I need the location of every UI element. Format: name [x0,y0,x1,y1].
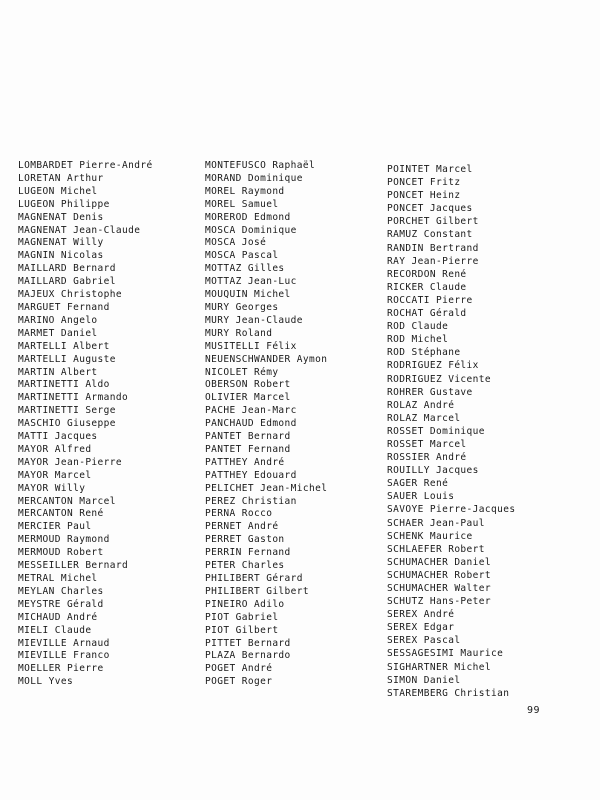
name-entry: LOMBARDET Pierre-André [18,160,153,171]
name-entry: PIOT Gabriel [205,611,279,623]
name-entry: SESSAGESIMI Maurice [387,648,504,660]
name-entry: PATTHEY André [205,456,285,468]
name-entry: PERNA Rocco [205,508,273,520]
name-entry: MIELI Claude [18,624,92,636]
name-entry: MERCANTON Marcel [18,495,116,507]
name-entry: SIGHARTNER Michel [387,661,492,673]
name-entry: MAGNENAT Willy [18,237,104,249]
name-entry: MAGNENAT Jean-Claude [18,224,141,236]
name-entry: SAVOYE Pierre-Jacques [387,504,516,516]
name-entry: POGET Roger [205,676,273,688]
name-entry: MARINO Angelo [18,314,98,326]
name-entry: METRAL Michel [18,573,98,584]
name-entry: MAILLARD Bernard [18,263,116,275]
name-entry: SEREX Pascal [387,635,461,647]
name-entry: RAY Jean-Pierre [387,255,479,267]
name-entry: PITTET Bernard [205,637,291,649]
name-entry: LORETAN Arthur [18,172,104,184]
name-entry: MOSCA Pascal [205,250,279,262]
name-entry: ROD Claude [387,321,449,333]
name-entry: MOREL Samuel [205,198,279,210]
name-entry: PEREZ Christian [205,495,297,507]
name-entry: PORCHET Gilbert [387,216,479,228]
name-entry: MAGNENAT Denis [18,211,104,223]
name-entry: PANTET Fernand [205,443,291,455]
name-entry: MARTINETTI Aldo [18,379,110,391]
name-entry: MURY Jean-Claude [205,314,303,326]
name-entry: MAILLARD Gabriel [18,276,116,288]
name-entry: MOLL Yves [18,676,74,688]
name-entry: MERMOUD Raymond [18,534,110,546]
name-entry: PATTHEY Edouard [205,469,297,481]
name-entry: PANTET Bernard [205,431,291,443]
name-entry: MOUQUIN Michel [205,289,291,301]
name-entry: MARMET Daniel [18,327,98,339]
name-entry: PERRET Gaston [205,534,285,546]
name-column-2 [205,160,327,689]
name-entry: MAYOR Marcel [18,469,92,481]
name-entry: ROSSIER André [387,452,467,464]
name-entry: SEREX Edgar [387,622,455,634]
name-entry: MEYSTRE Gérald [18,598,104,610]
name-entry: OLIVIER Marcel [205,392,291,404]
name-entry: ROSSET Marcel [387,438,467,450]
name-entry: MARTELLI Albert [18,340,110,352]
name-entry: PINEIRO Adilo [205,598,285,610]
name-entry: SCHUMACHER Robert [387,569,492,581]
name-entry: OBERSON Robert [205,379,291,391]
name-entry: NEUENSCHWANDER Aymon [205,353,328,365]
name-entry: MOTTAZ Gilles [205,263,285,275]
name-entry: MIEVILLE Arnaud [18,637,110,649]
name-entry: RECORDON René [387,268,467,280]
name-entry: PETER Charles [205,560,285,572]
name-entry: PERRIN Fernand [205,547,291,559]
name-entry: RODRIGUEZ Félix [387,360,479,372]
name-entry: MEYLAN Charles [18,585,104,597]
name-entry: POGET André [205,663,273,675]
name-entry: MERMOUD Robert [18,547,104,559]
name-entry: MAJEUX Christophe [18,289,123,301]
name-entry: MARTIN Albert [18,366,98,378]
name-entry: SEREX André [387,609,455,621]
name-entry: SCHENK Maurice [387,530,473,542]
name-entry: MURY Georges [205,301,279,313]
name-entry: MATTI Jacques [18,431,98,443]
name-entry: ROUILLY Jacques [387,465,479,477]
name-entry: PHILIBERT Gérard [205,573,303,584]
name-entry: MOELLER Pierre [18,663,104,675]
name-entry: RANDIN Bertrand [387,242,479,254]
name-entry: PIOT Gilbert [205,624,279,636]
name-entry: SIMON Daniel [387,674,461,686]
name-entry: RODRIGUEZ Vicente [387,373,492,385]
name-entry: MONTEFUSCO Raphaël [205,160,316,171]
name-entry: MESSEILLER Bernard [18,560,129,572]
name-entry: MURY Roland [205,327,273,339]
name-entry: RAMUZ Constant [387,229,473,241]
name-entry: ROCCATI Pierre [387,294,473,306]
name-entry: PACHE Jean-Marc [205,405,297,417]
name-entry: SCHLAEFER Robert [387,543,485,555]
name-entry: PONCET Jacques [387,203,473,215]
name-entry: MERCIER Paul [18,521,92,533]
name-entry: MICHAUD André [18,611,98,623]
name-entry: MERCANTON René [18,508,104,520]
name-entry: MASCHIO Giuseppe [18,418,116,430]
name-entry: PANCHAUD Edmond [205,418,297,430]
page-number: 99 [526,705,540,716]
name-entry: PELICHET Jean-Michel [205,482,328,494]
name-entry: MOTTAZ Jean-Luc [205,276,297,288]
name-entry: PONCET Heinz [387,190,461,202]
name-entry: ROD Michel [387,334,449,346]
name-entry: POINTET Marcel [387,164,473,175]
name-entry: ROLAZ Marcel [387,412,461,424]
name-entry: SAGER René [387,478,449,490]
name-entry: ROCHAT Gérald [387,308,467,320]
name-entry: MAYOR Willy [18,482,86,494]
name-entry: MAGNIN Nicolas [18,250,104,262]
name-entry: SAUER Louis [387,491,455,503]
name-entry: ROHRER Gustave [387,386,473,398]
name-entry: ROSSET Dominique [387,425,485,437]
name-entry: LUGEON Philippe [18,198,110,210]
name-column-1 [18,160,153,689]
name-entry: MAYOR Alfred [18,443,92,455]
name-entry: ROD Stéphane [387,347,461,359]
name-entry: MARGUET Fernand [18,301,110,313]
name-entry: MUSITELLI Félix [205,340,297,352]
name-entry: SCHUTZ Hans-Peter [387,596,492,608]
name-entry: SCHUMACHER Walter [387,583,492,594]
name-entry: MAYOR Jean-Pierre [18,456,123,468]
name-entry: RICKER Claude [387,281,467,293]
name-entry: MIEVILLE Franco [18,650,110,662]
name-entry: MARTINETTI Serge [18,405,116,417]
name-entry: PHILIBERT Gilbert [205,585,310,597]
name-entry: MOREL Raymond [205,185,285,197]
name-entry: PERNET André [205,521,279,533]
name-entry: SCHAER Jean-Paul [387,517,485,529]
name-entry: MORAND Dominique [205,172,303,184]
name-entry: STAREMBERG Christian [387,687,510,699]
name-entry: MOSCA Dominique [205,224,297,236]
name-entry: LUGEON Michel [18,185,98,197]
name-entry: MOREROD Edmond [205,211,291,223]
name-column-3 [387,163,516,700]
name-entry: SCHUMACHER Daniel [387,556,492,568]
name-entry: MOSCA José [205,237,267,249]
name-entry: NICOLET Rémy [205,366,279,378]
name-entry: MARTELLI Auguste [18,353,116,365]
name-entry: ROLAZ André [387,399,455,411]
name-entry: PLAZA Bernardo [205,650,291,662]
name-entry: PONCET Fritz [387,177,461,189]
name-entry: MARTINETTI Armando [18,392,129,404]
